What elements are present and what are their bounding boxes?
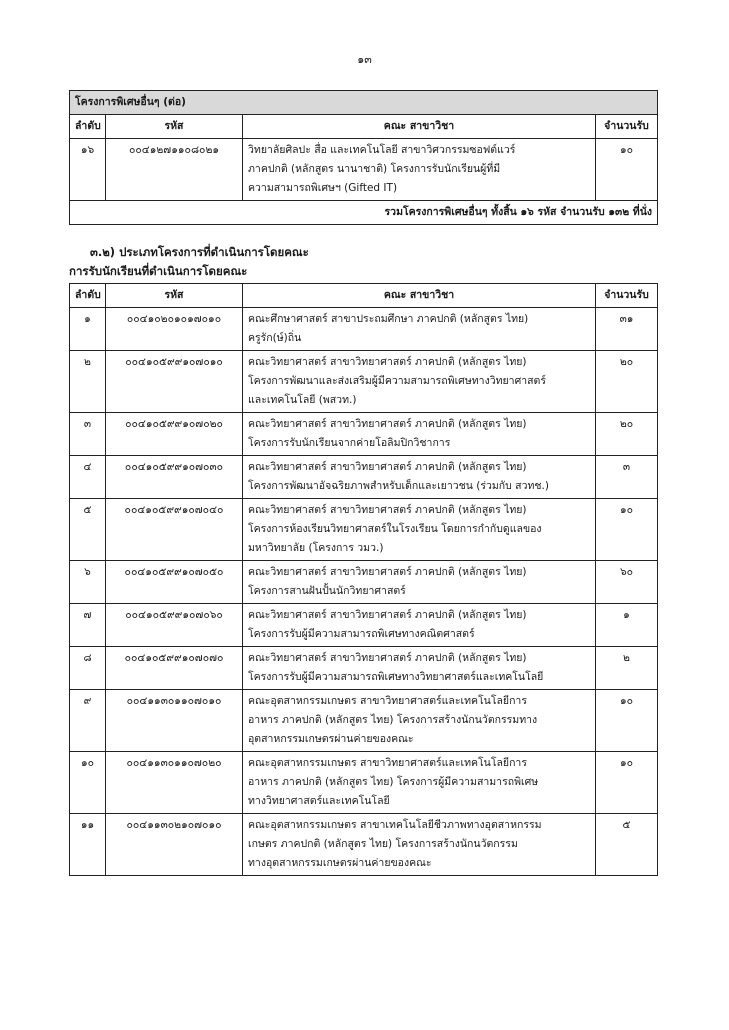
table-row [70, 456, 658, 499]
description-line: โครงการรับนักเรียนจากค่ายโอลิมปิกวิชาการ [248, 437, 451, 449]
row-code: ๐๐๔๑๐๕๙๙๑๐๗๐๓๐ [106, 456, 243, 499]
description-line: โครงการสานฝันปั้นนักวิทยาศาสตร์ [248, 585, 406, 597]
description-line: โครงการพัฒนาและส่งเสริมผู้มีความสามารถพิเศษทางวิทยาศาสตร์ [248, 375, 547, 387]
row-quantity: ๑๐ [596, 752, 658, 814]
row-number: ๗ [70, 604, 106, 647]
description-line: ความสามารถพิเศษฯ (Gifted IT) [248, 182, 398, 194]
table-section-title: โครงการพิเศษอื่นๆ (ต่อ) [70, 91, 658, 115]
row-description [243, 561, 596, 604]
row-quantity: ๑๐ [595, 139, 657, 201]
header-no: ลำดับ [70, 284, 106, 308]
row-quantity: ๑ [596, 604, 658, 647]
description-line: มหาวิทยาลัย (โครงการ วมว.) [248, 542, 384, 554]
section-heading: ๓.๒) ประเภทโครงการที่ดำเนินการโดยคณะ [90, 245, 309, 259]
row-description [243, 604, 596, 647]
header-code: รหัส [106, 284, 243, 308]
description-line: และเทคโนโลยี (พสวท.) [248, 394, 357, 406]
description-line: คณะวิทยาศาสตร์ สาขาวิทยาศาสตร์ ภาคปกติ (หลักสูตร ไทย) [248, 356, 527, 368]
special-projects-table [69, 90, 658, 225]
row-code: ๐๐๔๑๐๕๙๙๑๐๗๐๕๐ [106, 561, 243, 604]
description-line: วิทยาลัยศิลปะ สื่อ และเทคโนโลยี สาขาวิศวกรรมซอฟต์แวร์ [248, 144, 516, 156]
row-number: ๒ [70, 351, 106, 413]
description-line: คณะวิทยาศาสตร์ สาขาวิทยาศาสตร์ ภาคปกติ (หลักสูตร ไทย) [248, 504, 527, 516]
row-number: ๑๑ [70, 814, 106, 876]
faculty-projects-table [69, 283, 658, 876]
row-description [243, 814, 596, 876]
table-row [70, 308, 658, 351]
table-total: รวมโครงการพิเศษอื่นๆ ทั้งสิ้น ๑๖ รหัส จำนวนรับ ๑๓๒ ที่นั่ง [70, 201, 658, 225]
row-number: ๔ [70, 456, 106, 499]
row-code: ๐๐๔๑๐๕๙๙๑๐๗๐๖๐ [106, 604, 243, 647]
table-row [70, 561, 658, 604]
header-no: ลำดับ [70, 115, 106, 139]
row-description [243, 647, 596, 690]
row-number: ๘ [70, 647, 106, 690]
description-line: อุตสาหกรรมเกษตรผ่านค่ายของคณะ [248, 733, 414, 745]
description-line: เกษตร ภาคปกติ (หลักสูตร ไทย) โครงการสร้างนักนวัตกรรม [248, 838, 518, 850]
table-row [70, 690, 658, 752]
row-code: ๐๐๔๑๐๕๙๙๑๐๗๐๒๐ [106, 413, 243, 456]
description-line: คณะอุตสาหกรรมเกษตร สาขาเทคโนโลยีชีวภาพทางอุตสาหกรรม [248, 819, 542, 831]
row-number: ๑ [70, 308, 106, 351]
row-number: ๑๐ [70, 752, 106, 814]
description-line: คณะวิทยาศาสตร์ สาขาวิทยาศาสตร์ ภาคปกติ (หลักสูตร ไทย) [248, 652, 527, 664]
row-description [243, 139, 596, 201]
row-code: ๐๐๔๑๑๓๐๒๑๐๗๐๑๐ [106, 814, 243, 876]
description-line: คณะวิทยาศาสตร์ สาขาวิทยาศาสตร์ ภาคปกติ (หลักสูตร ไทย) [248, 418, 527, 430]
row-number: ๙ [70, 690, 106, 752]
table-row [70, 814, 658, 876]
table-row [70, 647, 658, 690]
row-description [243, 690, 596, 752]
description-line: คณะอุตสาหกรรมเกษตร สาขาวิทยาศาสตร์และเทคโนโลยีการ [248, 695, 527, 707]
row-description [243, 752, 596, 814]
row-code: ๐๐๔๑๐๒๐๑๐๑๗๐๑๐ [106, 308, 243, 351]
row-code: ๐๐๔๑๒๗๑๑๐๘๐๒๑ [106, 139, 243, 201]
description-line: คณะวิทยาศาสตร์ สาขาวิทยาศาสตร์ ภาคปกติ (หลักสูตร ไทย) [248, 609, 527, 621]
header-faculty: คณะ สาขาวิชา [243, 284, 596, 308]
header-faculty: คณะ สาขาวิชา [243, 115, 596, 139]
description-line: คณะอุตสาหกรรมเกษตร สาขาวิทยาศาสตร์และเทคโนโลยีการ [248, 757, 527, 769]
description-line: อาหาร ภาคปกติ (หลักสูตร ไทย) โครงการผู้มีความสามารถพิเศษ [248, 776, 539, 788]
table-row [70, 351, 658, 413]
description-line: โครงการรับผู้มีความสามารถพิเศษทางวิทยาศาสตร์และเทคโนโลยี [248, 671, 544, 683]
row-code: ๐๐๔๑๐๕๙๙๑๐๗๐๑๐ [106, 351, 243, 413]
description-line: ทางวิทยาศาสตร์และเทคโนโลยี [248, 795, 390, 807]
description-line: โครงการรับผู้มีความสามารถพิเศษทางคณิตศาสตร์ [248, 628, 475, 640]
row-code: ๐๐๔๑๐๕๙๙๑๐๗๐๔๐ [106, 499, 243, 561]
row-quantity: ๑๐ [596, 690, 658, 752]
description-line: ครูรัก(ษ์)ถิ่น [248, 332, 302, 344]
header-code: รหัส [106, 115, 243, 139]
row-quantity: ๓ [596, 456, 658, 499]
table-row [70, 413, 658, 456]
description-line: โครงการห้องเรียนวิทยาศาสตร์ในโรงเรียน โดยการกำกับดูแลของ [248, 523, 542, 535]
row-quantity: ๒๐ [596, 351, 658, 413]
row-description [243, 351, 596, 413]
row-description [243, 456, 596, 499]
table-row [70, 139, 658, 201]
description-line: โครงการพัฒนาอัจฉริยภาพสำหรับเด็กและเยาวชน (ร่วมกับ สวทช.) [248, 480, 549, 492]
sub-heading: การรับนักเรียนที่ดำเนินการโดยคณะ [69, 264, 248, 278]
description-line: คณะศึกษาศาสตร์ สาขาประถมศึกษา ภาคปกติ (หลักสูตร ไทย) [248, 313, 529, 325]
description-line: ทางอุตสาหกรรมเกษตรผ่านค่ายของคณะ [248, 857, 432, 869]
row-quantity: ๒ [596, 647, 658, 690]
row-number: ๓ [70, 413, 106, 456]
row-code: ๐๐๔๑๑๓๐๑๑๐๗๐๒๐ [106, 752, 243, 814]
header-qty: จำนวนรับ [596, 284, 658, 308]
row-quantity: ๑๐ [596, 499, 658, 561]
description-line: ภาคปกติ (หลักสูตร นานาชาติ) โครงการรับนักเรียนผู้ที่มี [248, 163, 501, 175]
row-quantity: ๕ [596, 814, 658, 876]
page-number: ๑๓ [357, 53, 372, 66]
row-code: ๐๐๔๑๐๕๙๙๑๐๗๐๗๐ [106, 647, 243, 690]
row-number: ๖ [70, 561, 106, 604]
description-line: อาหาร ภาคปกติ (หลักสูตร ไทย) โครงการสร้างนักนวัตกรรมทาง [248, 714, 538, 726]
table-row [70, 604, 658, 647]
row-number: ๕ [70, 499, 106, 561]
row-number: ๑๖ [70, 139, 106, 201]
row-description [243, 413, 596, 456]
table-row [70, 499, 658, 561]
description-line: คณะวิทยาศาสตร์ สาขาวิทยาศาสตร์ ภาคปกติ (หลักสูตร ไทย) [248, 461, 527, 473]
header-qty: จำนวนรับ [595, 115, 657, 139]
row-description [243, 499, 596, 561]
special-table-body [70, 139, 658, 201]
table-header-row [70, 115, 658, 139]
row-code: ๐๐๔๑๑๓๐๑๑๐๗๐๑๐ [106, 690, 243, 752]
row-quantity: ๒๐ [596, 413, 658, 456]
description-line: คณะวิทยาศาสตร์ สาขาวิทยาศาสตร์ ภาคปกติ (หลักสูตร ไทย) [248, 566, 527, 578]
faculty-table-body [70, 308, 658, 876]
table-row [70, 752, 658, 814]
row-quantity: ๖๐ [596, 561, 658, 604]
table-header-row [70, 284, 658, 308]
row-description [243, 308, 596, 351]
row-quantity: ๓๑ [596, 308, 658, 351]
